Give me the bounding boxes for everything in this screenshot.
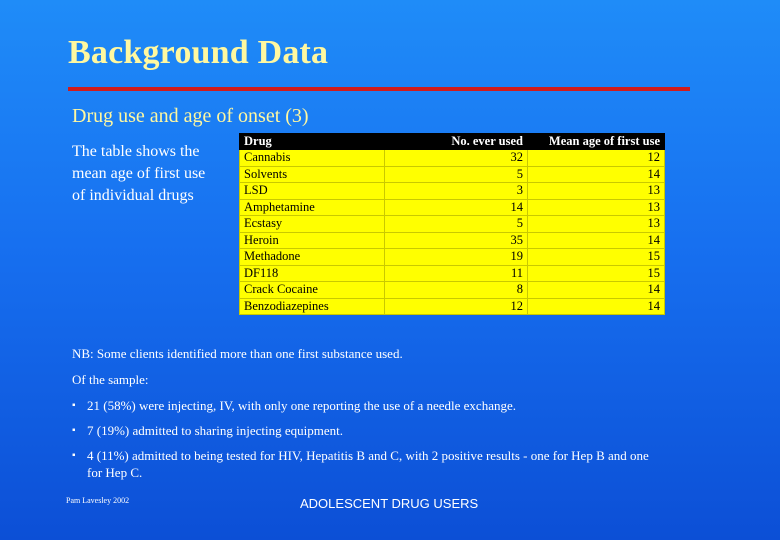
drug-name: Benzodiazepines xyxy=(240,298,385,315)
drug-name: Methadone xyxy=(240,249,385,266)
drug-name: Cannabis xyxy=(240,150,385,167)
table-row xyxy=(240,166,665,183)
mean-age: 12 xyxy=(528,150,665,167)
drug-name: Amphetamine xyxy=(240,199,385,216)
slide-title: Background Data xyxy=(68,34,329,71)
drug-name: Heroin xyxy=(240,232,385,249)
ever-used-count: 19 xyxy=(385,249,528,266)
bullet-text: 21 (58%) were injecting, IV, with only one reporting the use of a needle exchange. xyxy=(87,398,516,413)
table-row xyxy=(240,298,665,315)
list-item xyxy=(72,447,662,481)
nb-note: NB: Some clients identified more than one first substance used. xyxy=(72,346,403,361)
mean-age: 15 xyxy=(528,265,665,282)
list-item xyxy=(72,397,662,414)
mean-age: 13 xyxy=(528,183,665,200)
footer-author: Pam Lavesley 2002 xyxy=(66,496,130,505)
ever-used-count: 8 xyxy=(385,282,528,299)
header-ever-used: No. ever used xyxy=(385,134,528,150)
mean-age: 14 xyxy=(528,298,665,315)
drug-table xyxy=(239,133,665,315)
mean-age: 14 xyxy=(528,282,665,299)
list-item xyxy=(72,422,662,439)
bullet-text: 7 (19%) admitted to sharing injecting equipment. xyxy=(87,423,343,438)
bullet-text: 4 (11%) admitted to being tested for HIV, Hepatitis B and C, with 2 positive results - one for Hep B and one for Hep C. xyxy=(87,448,649,480)
bullet-icon: ▪ xyxy=(72,450,76,461)
ever-used-count: 11 xyxy=(385,265,528,282)
table-description: The table shows the mean age of first use of individual drugs xyxy=(72,143,206,204)
header-mean-age: Mean age of first use xyxy=(528,134,665,150)
ever-used-count: 35 xyxy=(385,232,528,249)
table-row xyxy=(240,249,665,266)
drug-name: Solvents xyxy=(240,166,385,183)
drug-name: Crack Cocaine xyxy=(240,282,385,299)
bullet-icon: ▪ xyxy=(72,400,76,411)
ever-used-count: 14 xyxy=(385,199,528,216)
table-row xyxy=(240,199,665,216)
slide-subtitle: Drug use and age of onset (3) xyxy=(72,105,309,127)
table-header-row xyxy=(240,134,665,150)
bullet-icon: ▪ xyxy=(72,425,76,436)
ever-used-count: 5 xyxy=(385,166,528,183)
table-row xyxy=(240,265,665,282)
mean-age: 13 xyxy=(528,216,665,233)
mean-age: 14 xyxy=(528,232,665,249)
table-row xyxy=(240,232,665,249)
sample-bullet-list xyxy=(72,397,662,489)
sample-intro: Of the sample: xyxy=(72,372,149,387)
drug-name: LSD xyxy=(240,183,385,200)
ever-used-count: 3 xyxy=(385,183,528,200)
table-row xyxy=(240,216,665,233)
footer-title: ADOLESCENT DRUG USERS xyxy=(300,496,479,511)
drug-name: DF118 xyxy=(240,265,385,282)
table-row xyxy=(240,183,665,200)
ever-used-count: 12 xyxy=(385,298,528,315)
ever-used-count: 5 xyxy=(385,216,528,233)
title-divider xyxy=(68,87,690,91)
table-row xyxy=(240,150,665,167)
ever-used-count: 32 xyxy=(385,150,528,167)
header-drug: Drug xyxy=(240,134,385,150)
mean-age: 14 xyxy=(528,166,665,183)
drug-name: Ecstasy xyxy=(240,216,385,233)
mean-age: 13 xyxy=(528,199,665,216)
mean-age: 15 xyxy=(528,249,665,266)
table-row xyxy=(240,282,665,299)
